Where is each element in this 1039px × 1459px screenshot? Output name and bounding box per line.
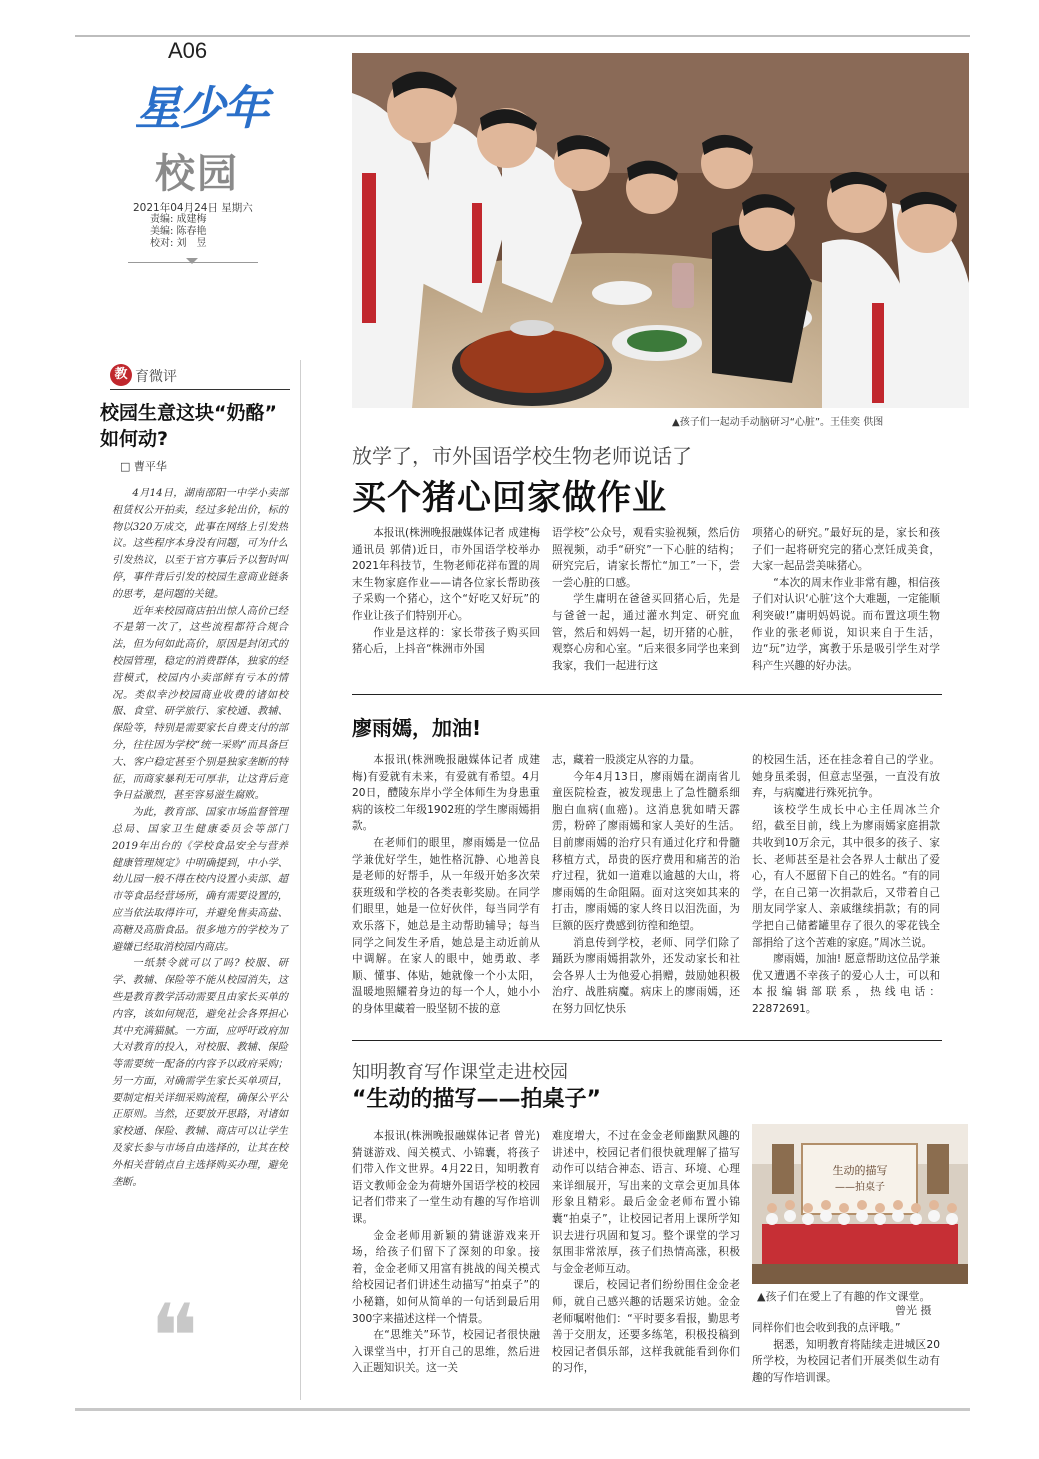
story3-paragraph: 本报讯(株洲晚报融媒体记者 曾光)猜谜游戏、闯关模式、小锦囊，将孩子们带入作文世界。4月22日，知明教育语文教师金金为荷塘外国语学校的校园记者们带来了一堂生动有趣的写作培训课。 bbox=[352, 1130, 540, 1225]
issue-date: 2021年04月24日 星期六 bbox=[133, 202, 253, 214]
story1-paragraph: 学生庸明在爸爸买回猪心后，先是与爸爸一起，通过灌水判定、研究血管，然后和妈妈一起，切开猪的心脏，观察心房和心室。“后来很多同学也来到我家，我们一起进行这 bbox=[552, 593, 740, 672]
lead-photo bbox=[352, 53, 969, 408]
commentary-body bbox=[112, 486, 288, 1191]
bottom-rule bbox=[75, 1408, 970, 1411]
column-divider bbox=[300, 360, 301, 1400]
credit-editor: 责编: 成建梅 bbox=[150, 214, 207, 225]
quote-mark-icon: ❝ bbox=[150, 1285, 199, 1390]
story3-column-1 bbox=[352, 1128, 540, 1377]
logo: 星少年 bbox=[135, 81, 267, 135]
story1-kicker: 放学了，市外国语学校生物老师说话了 bbox=[352, 444, 692, 468]
story1-paragraph: 本报讯(株洲晚报融媒体记者 成建梅 通讯员 郭倩)近日，市外国语学校举办2021年科技节，生物老师花祥布置的周末生物家庭作业——请各位家长帮助孩子采购一个猪心，这个“好吃又好玩”的作业让孩子们特别开心。 bbox=[352, 527, 540, 622]
commentary-byline: □ 曹平华 bbox=[120, 460, 167, 473]
story-divider bbox=[352, 1040, 942, 1041]
story3-paragraph: 金金老师用新颖的猜谜游戏来开场，给孩子们留下了深刻的印象。接着，金金老师又用富有挑战的闯关模式给校园记者们讲述生动描写“拍桌子”的小秘籍，如何从简单的一句话到最后用300字来描述这样一个情景。 bbox=[352, 1229, 540, 1325]
credit-designer: 美编: 陈春艳 bbox=[150, 226, 207, 237]
story1-paragraph: 作业是这样的：家长带孩子购买回猪心后，上抖音“株洲市外国 bbox=[352, 626, 540, 656]
story3-paragraph: 同样你们也会收到我的点评哦。” bbox=[752, 1322, 901, 1334]
story-divider bbox=[352, 694, 942, 695]
credit-proofreader: 校对: 刘 昱 bbox=[150, 238, 207, 249]
classroom-photo bbox=[752, 1124, 968, 1284]
page-number: A06 bbox=[168, 38, 208, 63]
divider-arrow-icon bbox=[186, 258, 198, 264]
commentary-paragraph: 一纸禁令就可以了吗? 校服、研学、教辅、保险等不能从校园消失，这些是教育教学活动需要且由家长买单的内容，该如何规范，避免社会各界担心其中充满猫腻。一方面，应呼吁政府加大对教育的投入，对校服、教辅、保险等需要统一配备的内容予以政府采购；另一方面，对确需学生家长买单项目，要制定相关详细采购流程，确保公平公正原则。当然，还要放开思路，对诸如家校通、保险、教辅、商店可以让学生及家长参与市场自由选择的，让其在校外相关营销点自主选择购买办理，避免垄断。 bbox=[112, 958, 288, 1188]
story2-column-3 bbox=[752, 752, 940, 1018]
story3-paragraph: 在“思维关”环节，校园记者很快融入课堂当中，打开自己的思维，然后进入正题知识关。这一关 bbox=[352, 1329, 540, 1375]
story3-column-2 bbox=[552, 1128, 740, 1377]
story2-paragraph: 消息传到学校，老师、同学们除了踊跃为廖雨嫣捐款外，还发动家长和社会各界人士为他爱心捐赠，鼓励她积极治疗、战胜病魔。病床上的廖雨嫣，还在努力回忆快乐 bbox=[552, 936, 740, 1015]
commentary-paragraph: 近年来校园商店拍出惊人高价已经不是第一次了，这些流程都符合规合法，但为何如此高价，原因是封闭式的校园管理，稳定的消费群体，独家的经营模式，校园内小卖部鲜有亏本的情况。类似幸沙校园商业收费的诸如校服、食堂、研学旅行、家校通、教辅、保险等，特别是需要家长自费支付的部分，往往因为学校“统一采购”而具备巨大、客户稳定甚至个别是独家垄断的特征，而商家暴利无可厚非，让这背后竟争日益激烈，甚至容易滋生腐败。 bbox=[112, 605, 288, 802]
story1-paragraph: “本次的周末作业非常有趣，相信孩子们对认识‘心脏’这个大难题，一定能顺利突破!”庸明妈妈说。而布置这项生物作业的张老师说，知识来自于生活，边“玩”边学，寓教于乐是吸引学生对学科产生兴趣的好办法。 bbox=[752, 576, 940, 672]
story3-headline: “生动的描写——拍桌子” bbox=[352, 1087, 601, 1112]
story1-column-2 bbox=[552, 525, 740, 674]
section-title: 校园 bbox=[155, 150, 239, 197]
story1-paragraph: 语学校”公众号，观看实验视频，然后仿照视频，动手“研究”一下心脏的结构；研究完后，请家长帮忙“加工”一下，尝一尝心脏的口感。 bbox=[552, 527, 740, 589]
story3-paragraph: 课后，校园记者们纷纷围住金金老师，就自己感兴趣的话题采访她。金金老师嘱咐他们：“平时要多看报，勤思考善于交朋友，还要多练笔，积极投稿到校园记者俱乐部，这样我就能看到你们的习作， bbox=[552, 1279, 740, 1375]
story2-paragraph: 在老师们的眼里，廖雨嫣是一位品学兼优好学生，她性格沉静、心地善良是老师的好帮手，从一年级开始多次荣获班级和学校的各类表彰奖励。在同学们眼里，她是一位好伙伴，每当同学有欢乐落下，她总是主动帮助辅导；每当同学之间发生矛盾，她总是主动近前从中调解。在家人的眼中，她勇敢、孝顺、懂事、体贴，她就像一个小太阳，温暖地照耀着身边的每一个人，她小小的身体里藏着一股坚韧不拔的意 bbox=[352, 836, 540, 1015]
story2-headline: 廖雨嫣，加油! bbox=[352, 716, 482, 740]
lead-photo-caption: ▲孩子们一起动手动脑研习“心脏”。王佳奕 供图 bbox=[672, 417, 884, 428]
story2-paragraph: 该校学生成长中心主任周冰兰介绍，截至目前，线上为廖雨嫣家庭捐款共收到10万余元，其中很多的孩子、家长、老师甚至是社会各界人士献出了爱心，有人不愿留下自己的姓名。“有的同学，在自己第一次捐款后，又带着自己朋友同学家人、亲戚继续捐款；有的同学把自己储蓄罐里存了很久的零花钱全部捐给了这个苦难的家庭。”周冰兰说。 bbox=[752, 803, 940, 949]
story2-column-1 bbox=[352, 752, 540, 1018]
screen-text-line2: ——拍桌子 bbox=[835, 1182, 885, 1193]
commentary-title-line2: 如何动? bbox=[100, 428, 169, 450]
commentary-paragraph: 4月14日，湖南邵阳一中学小卖部租赁权公开拍卖，经过多轮出价，标的物以320万成交，此事在网络上引发热议。这些程序本身没有问题，可为什么引发热议，以至于官方事后予以暂时叫停，事件背后引发的校园生意商业链条的思考，是问题的关键。 bbox=[112, 488, 288, 600]
story3-paragraph: 难度增大，不过在金金老师幽默风趣的讲述中，校园记者们很快就理解了描写动作可以结合神态、语言、环境、心理来详细展开，写出来的文章会更加具体形象且精彩。最后金金老师布置小锦囊“拍桌子”，让校园记者用上课所学知识去进行巩固和复习。整个课堂的学习氛围非常浓厚，孩子们热情高涨，积极与金金老师互动。 bbox=[552, 1130, 740, 1275]
story2-column-2 bbox=[552, 752, 740, 1018]
story2-paragraph: 的校园生活，还在挂念着自己的学业。她身虽柔弱，但意志坚强，一直没有放弃，与病魔进行殊死抗争。 bbox=[752, 754, 940, 800]
classroom-group-image bbox=[752, 1124, 968, 1284]
classroom-photo-caption: ▲孩子们在愛上了有趣的作文课堂。 bbox=[757, 1290, 931, 1303]
story2-paragraph: 本报讯(株洲晚报融媒体记者 成建梅)有爱就有未来，有爱就有希望。4月20日，醴陵东岸小学全体师生为身患重病的该校二年级1902班的学生廖雨嫣捐款。 bbox=[352, 754, 540, 833]
top-rule bbox=[75, 35, 970, 37]
story2-paragraph: 廖雨嫣，加油! 愿意帮助这位品学兼优又遭遇不幸孩子的爱心人士，可以和本报编辑部联系，热线电话：22872691。 bbox=[752, 953, 940, 1015]
column-label: 育微评 bbox=[135, 369, 177, 385]
commentary-title-line1: 校园生意这块“奶酪” bbox=[100, 402, 277, 424]
story2-paragraph: 志，藏着一股淡定从容的力量。 bbox=[552, 754, 701, 766]
column-label-underline bbox=[110, 389, 290, 390]
story2-paragraph: 今年4月13日，廖雨嫣在湖南省儿童医院检查，被发现患上了急性髓系细胞白血病(血癌)。这消息犹如晴天霹雳，粉碎了廖雨嫣和家人美好的生活。目前廖雨嫣的治疗只有通过化疗和骨髓移植方式，昂贵的医疗费用和痛苦的治疗过程，犹如一道难以逾越的大山，将廖雨嫣的生命阻隔。面对这突如其来的打击，廖雨嫣的家人终日以泪洗面，为巨额的医疗费感到彷徨和绝望。 bbox=[552, 770, 740, 932]
story1-column-3 bbox=[752, 525, 940, 674]
edu-badge: 教 bbox=[110, 364, 132, 386]
commentary-paragraph: 为此，教育部、国家市场监督管理总局、国家卫生健康委员会等部门2019年出台的《学校食品安全与营养健康管理规定》中明确提到，中小学、幼儿园一般不得在校内设置小卖部、超市等食品经营场所，确有需要设置的，应当依法取得许可，并避免售卖高盐、高糖及高脂食品。很多地方的学校为了避嫌已经取消校园内商店。 bbox=[112, 807, 288, 953]
students-dissecting-heart-image bbox=[352, 53, 969, 408]
story1-column-1 bbox=[352, 525, 540, 658]
story3-column-3 bbox=[752, 1320, 940, 1386]
story1-headline: 买个猪心回家做作业 bbox=[352, 478, 667, 518]
classroom-photo-credit: 曾光 摄 bbox=[895, 1304, 932, 1317]
story3-paragraph: 据悉，知明教育将陆续走进城区20所学校，为校园记者们开展类似生动有趣的写作培训课。 bbox=[752, 1338, 940, 1384]
story3-kicker: 知明教育写作课堂走进校园 bbox=[352, 1062, 568, 1083]
screen-text-line1: 生动的描写 bbox=[832, 1164, 888, 1177]
story1-paragraph: 项猪心的研究。”最好玩的是，家长和孩子们一起将研究完的猪心烹饪成美食，大家一起品尝美味猪心。 bbox=[752, 527, 940, 573]
